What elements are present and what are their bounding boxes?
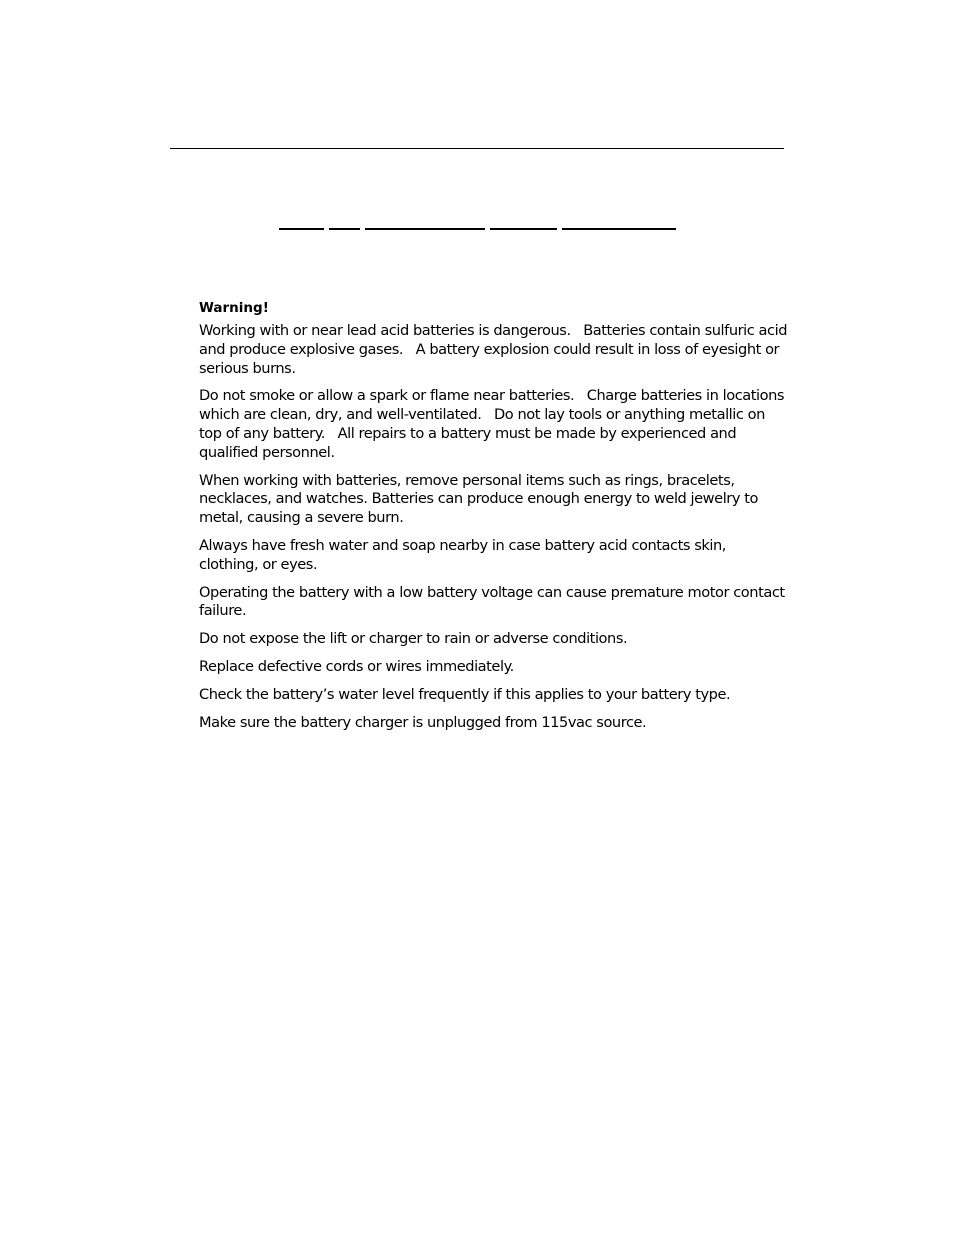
warning-paragraph: Do not smoke or allow a spark or flame near batteries. Charge batteries in locations which are clean, dry, and well-ventilated. Do not lay tools or anything metallic on top of any battery. All repairs to a battery must be made by experienced and qualified personnel. — [199, 387, 785, 461]
header-rule — [170, 148, 784, 149]
title-underline-segment — [365, 228, 485, 230]
warning-paragraph: Make sure the battery charger is unplugged from 115vac source. — [199, 713, 647, 731]
warning-paragraph: Replace defective cords or wires immediately. — [199, 657, 514, 675]
warning-paragraph: Do not expose the lift or charger to rain or adverse conditions. — [199, 630, 628, 648]
title-underline-segment — [562, 228, 676, 230]
title-underline-segment — [329, 228, 360, 230]
warning-heading: Warning! — [199, 300, 269, 316]
title-underline-segment — [490, 228, 557, 230]
warning-section — [199, 299, 789, 741]
title-underline-segment — [279, 228, 324, 230]
warning-paragraph: Working with or near lead acid batteries is dangerous. Batteries contain sulfuric acid and produce explosive gases. A battery explosion could result in loss of eyesight or serious burns. — [199, 322, 788, 377]
title-underline-group — [0, 228, 954, 232]
warning-paragraph: When working with batteries, remove personal items such as rings, bracelets, necklaces, and watches. Batteries can produce enough energy to weld jewelry to metal, causing a severe burn. — [199, 471, 758, 527]
warning-paragraph: Check the battery’s water level frequently if this applies to your battery type. — [199, 685, 731, 703]
warning-paragraph: Operating the battery with a low battery voltage can cause premature motor contact failure. — [199, 583, 785, 620]
warning-paragraph: Always have fresh water and soap nearby in case battery acid contacts skin, clothing, or eyes. — [199, 536, 726, 573]
